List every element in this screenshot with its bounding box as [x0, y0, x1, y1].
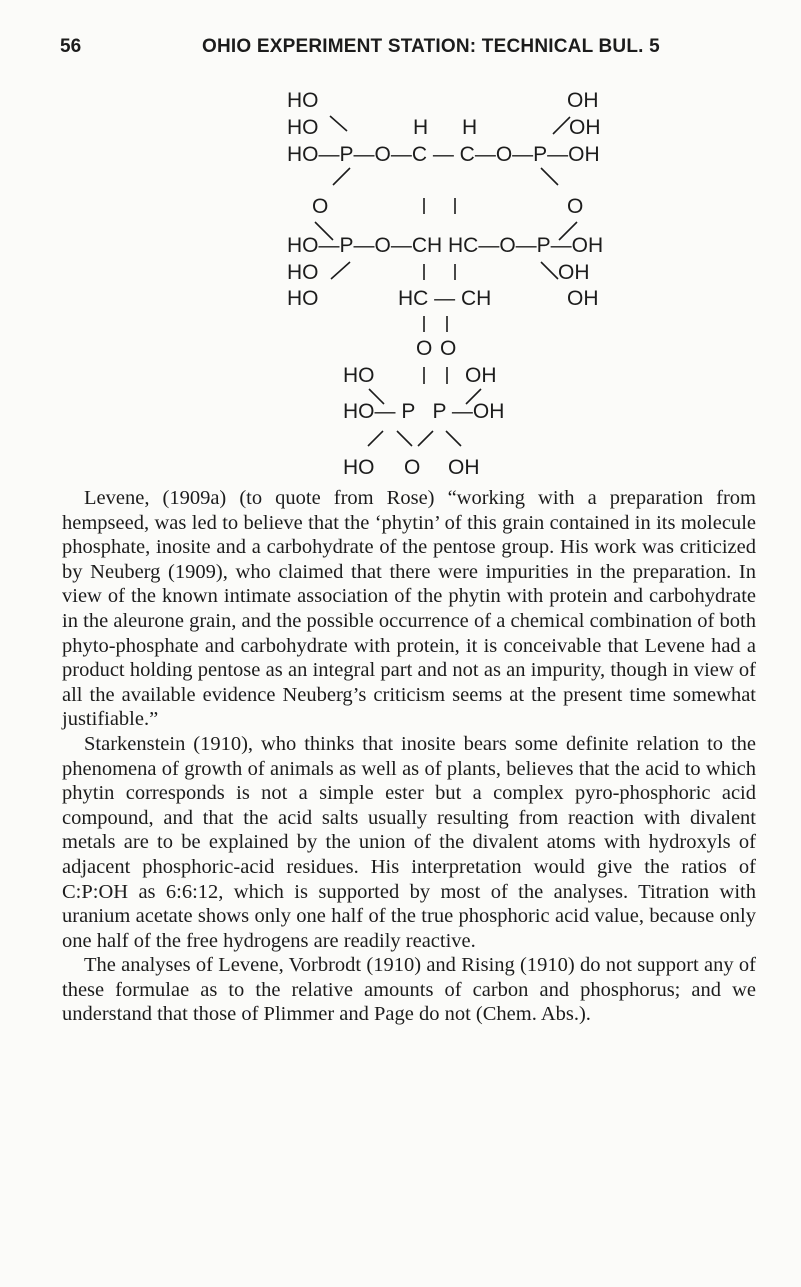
formula-row16-oh: OH — [448, 456, 480, 479]
formula-row2-ho: HO — [287, 116, 319, 139]
bond — [446, 431, 461, 446]
page-number: 56 — [60, 36, 82, 57]
formula-row5-o-left: O — [312, 195, 329, 218]
formula-row8-ho: HO — [287, 261, 319, 284]
formula-row16-o: O — [404, 456, 421, 479]
bond — [418, 431, 433, 446]
formula-row3: HO—P—O—C — C—O—P—OH — [287, 143, 600, 166]
formula-row11-o2: O — [440, 337, 457, 360]
paragraph: Levene, (1909a) (to quote from Rose) “working with a preparation from hempseed, was led to believe that the ‘phytin’ of this grain contained in its molecule phosphate, inosite and a carbohydrate of the pentose group. His work was criticized by Neuberg (1909), who claimed that there were impurities in the preparation. In view of the known intimate association of the phytin with protein and carbohydrate in the aleurone grain, and the possible occurrence of a chemical combination of both phyto-phosphate and carbohydrate with protein, it is conceivable that Levene had a product holding pentose as an integral part and not as an impurity, though in view of all the available evidence Neuberg’s criticism seems at the present time somewhat justifiable.” — [62, 487, 756, 731]
formula-row12-ho: HO — [343, 364, 375, 387]
formula-row11-o1: O — [416, 337, 433, 360]
formula-row2-oh: OH — [569, 116, 601, 139]
formula-row9-ho: HO — [287, 287, 319, 310]
bond — [368, 431, 383, 446]
formula-row1-ho: HO — [287, 89, 319, 112]
formula-row14: HO— P P —OH — [343, 400, 505, 423]
formula-row16-ho: HO — [343, 456, 375, 479]
formula-row5-o-right: O — [567, 195, 584, 218]
formula-row2-h2: H — [462, 116, 478, 139]
bond — [541, 168, 558, 185]
formula-row8-oh: OH — [558, 261, 590, 284]
formula-row7: HO—P—O—CH HC—O—P—OH — [287, 234, 604, 257]
bond — [333, 168, 350, 185]
bond — [397, 431, 412, 446]
bond — [330, 116, 347, 131]
paragraph: The analyses of Levene, Vorbrodt (1910) and Rising (1910) do not support any of these formulae as to the relative amounts of carbon and phosphorus; and we understand that those of Plimmer and Page do not (Chem. Abs.). — [62, 954, 756, 1026]
formula-row12-oh: OH — [465, 364, 497, 387]
bond — [553, 117, 570, 134]
running-title: OHIO EXPERIMENT STATION: TECHNICAL BUL. 5 — [202, 36, 660, 57]
bond — [541, 262, 558, 279]
structural-formula — [0, 0, 801, 490]
formula-row9-oh: OH — [567, 287, 599, 310]
formula-row2-h1: H — [413, 116, 429, 139]
body-text — [62, 486, 756, 1027]
formula-row1-oh: OH — [567, 89, 599, 112]
bond — [331, 262, 350, 279]
paragraph: Starkenstein (1910), who thinks that inosite bears some definite relation to the phenomena of growth of animals as well as of plants, believes that the acid to which phytin corresponds is not a simple ester but a complex pyro-phosphoric acid compound, and that the acid salts usually resulting from reaction with divalent metals are to be explained by the union of the divalent atoms with hydroxyls of adjacent phosphoric-acid residues. His interpretation would give the ratios of C:P:OH as 6:6:12, which is supported by most of the analyses. Titration with uranium acetate shows only one half of the true phosphoric acid value, because only one half of the free hydrogens are readily reactive. — [62, 732, 756, 952]
formula-row9-center: HC — CH — [398, 287, 492, 310]
